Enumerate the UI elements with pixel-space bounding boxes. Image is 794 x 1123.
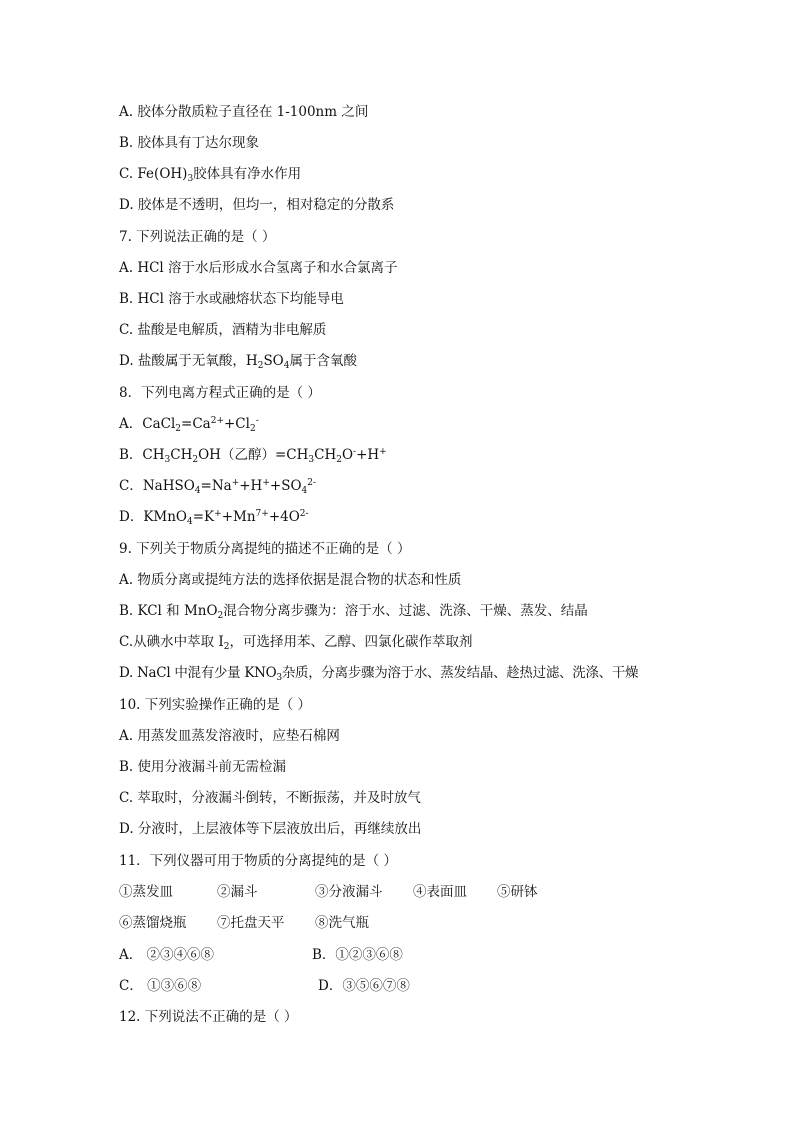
- q10-option-d: D. 分液时，上层液体等下层液放出后，再继续放出: [119, 821, 422, 837]
- q12-stem: 12. 下列说法不正确的是（ ）: [119, 1009, 298, 1025]
- q8-option-a: A．$CaCl_2=Ca^{2+}+Cl_2^-$: [119, 416, 259, 434]
- q10-option-c: C. 萃取时，分液漏斗倒转，不断振荡，并及时放气: [119, 790, 421, 806]
- q7-option-a: A. HCl 溶于水后形成水合氢离子和水合氯离子: [119, 260, 398, 276]
- q11-item: ④表面皿: [413, 884, 467, 900]
- q6-option-b: B. 胶体具有丁达尔现象: [119, 135, 260, 151]
- q11-item: ⑦托盘天平: [217, 915, 285, 931]
- q11-item: ②漏斗: [217, 884, 258, 900]
- q6-option-d: D. 胶体是不透明，但均一，相对稳定的分散系: [119, 197, 395, 213]
- q11-item: ③分液漏斗: [315, 884, 383, 900]
- q11-item: ⑤研钵: [497, 884, 538, 900]
- q9-option-c: C.从碘水中萃取 $I_2$，可选择用苯、乙醇、四氯化碳作萃取剂: [119, 634, 473, 652]
- q9-stem: 9. 下列关于物质分离提纯的描述不正确的是（ ）: [119, 541, 411, 557]
- q8-stem: 8．下列电离方程式正确的是（ ）: [119, 385, 321, 401]
- q9-option-b: B. KCl 和 MnO$_2$混合物分离步骤为：溶于水、过滤、洗涤、干燥、蒸发、结晶: [119, 603, 588, 621]
- q11-stem: 11．下列仪器可用于物质的分离提纯的是（ ）: [119, 853, 397, 869]
- q11-item: ⑧洗气瓶: [315, 915, 369, 931]
- q7-option-c: C. 盐酸是电解质，酒精为非电解质: [119, 322, 327, 338]
- q11-option-a: A． ②③④⑥⑧: [119, 947, 215, 963]
- q9-option-a: A. 物质分离或提纯方法的选择依据是混合物的状态和性质: [119, 572, 462, 588]
- q8-option-d: D．$KMnO_4=K^++Mn^{7+}+4O^{2-}$: [119, 509, 309, 527]
- q7-option-d: D. 盐酸属于无氧酸，$H_2SO_4$属于含氧酸: [119, 353, 357, 371]
- q7-option-b: B. HCl 溶于水或融熔状态下均能导电: [119, 291, 344, 307]
- q6-option-a: A. 胶体分散质粒子直径在 1-100nm 之间: [119, 104, 369, 120]
- q7-stem: 7. 下列说法正确的是（ ）: [119, 229, 276, 245]
- q10-option-b: B. 使用分液漏斗前无需检漏: [119, 759, 287, 775]
- q10-option-a: A. 用蒸发皿蒸发溶液时，应垫石棉网: [119, 728, 340, 744]
- q11-item: ⑥蒸馏烧瓶: [119, 915, 187, 931]
- q11-option-c: C． ①③⑥⑧: [119, 978, 202, 994]
- q9-option-d: D. NaCl 中混有少量 $KNO_3$杂质，分离步骤为溶于水、蒸发结晶、趁热过滤、洗涤、干燥: [119, 665, 639, 683]
- q11-option-d: D．③⑤⑥⑦⑧: [318, 978, 410, 994]
- q10-stem: 10. 下列实验操作正确的是（ ）: [119, 697, 312, 713]
- q11-item: ①蒸发皿: [119, 884, 173, 900]
- q6-option-c: C. $Fe(OH)_3$胶体具有净水作用: [119, 166, 302, 184]
- q8-option-c: C．$NaHSO_4=Na^++H^++SO_4^{2-}$: [119, 478, 317, 496]
- q11-option-b: B．①②③⑥⑧: [312, 947, 403, 963]
- q8-option-b: B．$CH_3CH_2OH$（乙醇）$=CH_3CH_2O^-+H^+$: [119, 447, 387, 465]
